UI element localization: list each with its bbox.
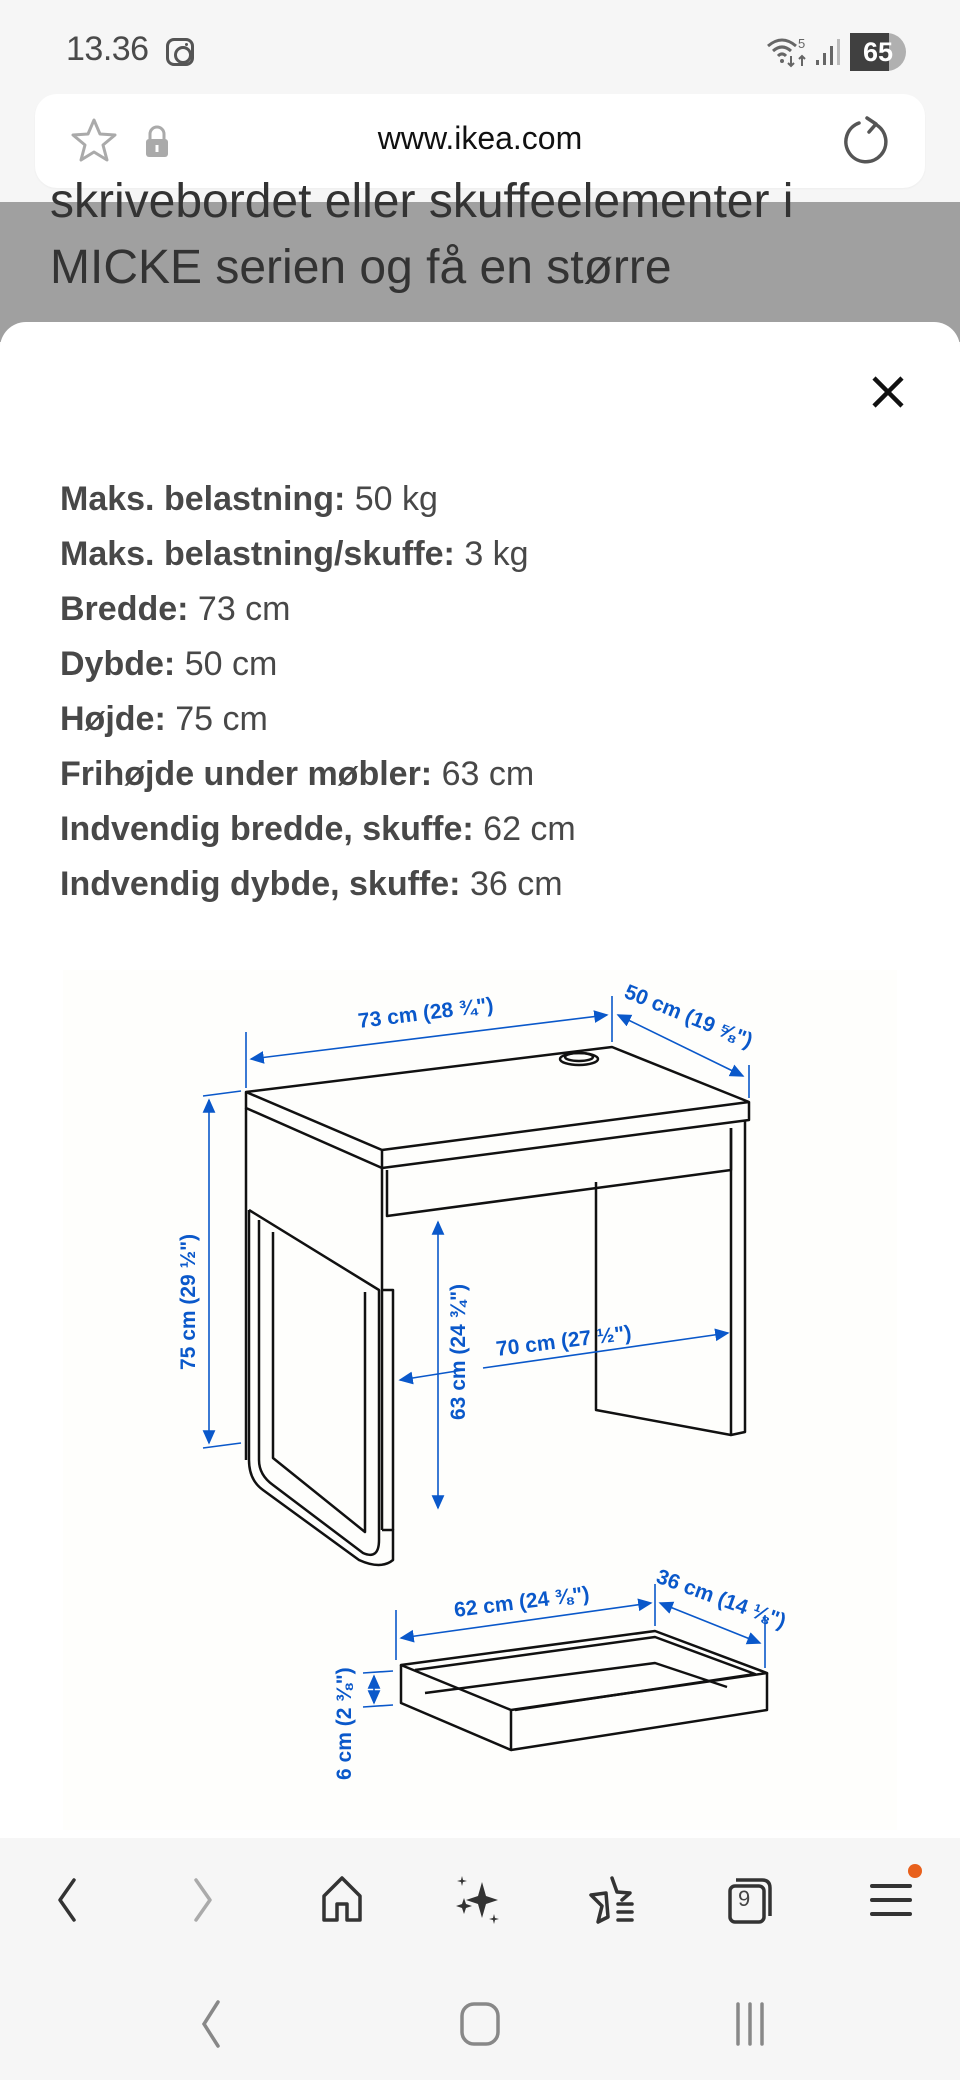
svg-text:75 cm (29 ½"): 75 cm (29 ½")	[177, 1233, 200, 1370]
spec-row: Indvendig dybde, skuffe: 36 cm	[60, 865, 563, 903]
battery-indicator: 65	[850, 33, 906, 71]
close-icon[interactable]	[866, 370, 910, 414]
svg-text:5: 5	[798, 36, 806, 51]
spec-row: Bredde: 73 cm	[60, 590, 291, 628]
svg-text:6 cm (2 ⅜"): 6 cm (2 ⅜")	[333, 1667, 356, 1780]
nav-home-icon[interactable]	[450, 1994, 510, 2054]
spec-row: Maks. belastning/skuffe: 3 kg	[60, 535, 529, 573]
bookmarks-button[interactable]	[582, 1868, 646, 1932]
status-bar	[0, 0, 960, 92]
instagram-icon	[166, 38, 194, 66]
svg-text:73 cm (28 ¾"): 73 cm (28 ¾")	[356, 993, 495, 1033]
notification-dot	[908, 1864, 922, 1878]
signal-icon	[814, 38, 842, 66]
tabs-button[interactable]	[718, 1868, 782, 1932]
background-page-overlay[interactable]	[0, 175, 960, 342]
browser-toolbar	[0, 1838, 960, 1964]
bookmarks-icon	[586, 1872, 642, 1928]
ai-sparkle-icon	[450, 1872, 506, 1928]
svg-text:62 cm (24 ⅜"): 62 cm (24 ⅜")	[452, 1582, 591, 1622]
desk-drawing	[63, 970, 897, 1830]
spec-row: Dybde: 50 cm	[60, 645, 278, 683]
dimension-diagram	[63, 970, 897, 1830]
system-nav-bar	[0, 1964, 960, 2080]
ai-assistant-button[interactable]	[446, 1868, 510, 1932]
back-button[interactable]	[34, 1868, 98, 1932]
tabs-count: 9	[738, 1886, 751, 1911]
back-icon	[38, 1872, 94, 1928]
nav-recents-icon[interactable]	[720, 1994, 780, 2054]
reload-icon[interactable]	[839, 114, 893, 168]
spec-row: Frihøjde under møbler: 63 cm	[60, 755, 535, 793]
svg-text:36 cm (14 ⅛"): 36 cm (14 ⅛")	[653, 1565, 789, 1634]
background-text: MICKE serien og få en større	[50, 241, 672, 294]
spec-row: Højde: 75 cm	[60, 700, 268, 738]
menu-icon	[864, 1872, 920, 1928]
svg-text:50 cm (19 ⅝"): 50 cm (19 ⅝")	[621, 980, 756, 1053]
nav-back-icon[interactable]	[180, 1994, 240, 2054]
product-measurements-sheet	[0, 322, 960, 1840]
home-button[interactable]	[310, 1868, 374, 1932]
forward-button[interactable]	[170, 1868, 234, 1932]
forward-icon	[174, 1872, 230, 1928]
spec-row: Maks. belastning: 50 kg	[60, 480, 438, 518]
spec-row: Indvendig bredde, skuffe: 62 cm	[60, 810, 576, 848]
menu-button[interactable]	[860, 1868, 924, 1932]
home-icon	[314, 1872, 370, 1928]
svg-text:70 cm (27 ½"): 70 cm (27 ½")	[494, 1321, 633, 1361]
wifi-icon	[766, 36, 814, 68]
url-text[interactable]: www.ikea.com	[377, 120, 583, 156]
background-text: skrivebordet eller skuffeelementer i	[50, 175, 794, 228]
svg-text:63 cm (24 ¾"): 63 cm (24 ¾")	[447, 1283, 470, 1420]
specs-list	[60, 472, 576, 912]
status-time: 13.36	[66, 30, 149, 68]
